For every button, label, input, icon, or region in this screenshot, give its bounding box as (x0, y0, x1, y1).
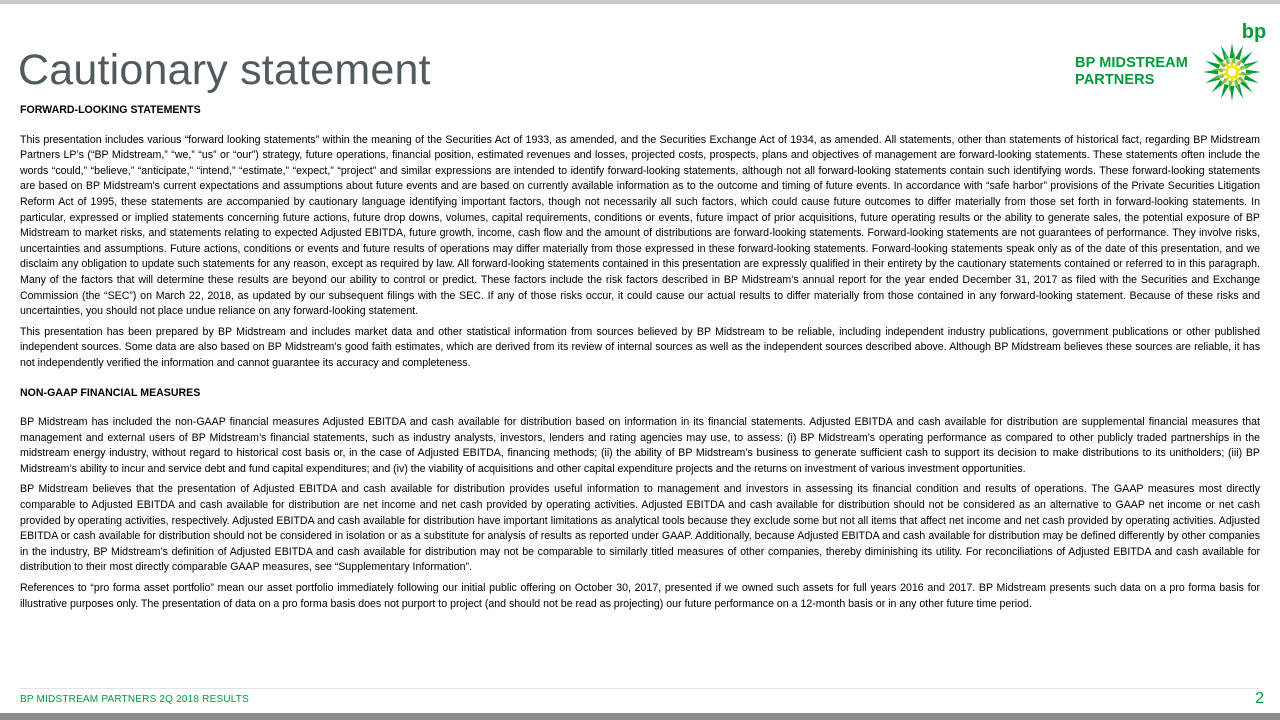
paragraph-non-gaap-2: BP Midstream believes that the presentation of Adjusted EBITDA and cash available for distribution provides useful information to management and investors in assessing its financial condition and results of operations. The GAAP measures most directly comparable to Adjusted EBITDA and cash available for distribution are net income and net cash provided by operating activities. Adjusted EBITDA and cash available for distribution should not be considered as an alternative to GAAP net income or net cash provided by operating activities, respectively. Adjusted EBITDA and cash available for distribution have important limitations as analytical tools because they exclude some but not all items that affect net income and net cash provided by operating activities. Adjusted EBITDA or cash available for distribution should not be considered in isolation or as a substitute for analysis of results as reported under GAAP. Additionally, because Adjusted EBITDA and cash available for distribution may be defined differently by other companies in the industry, BP Midstream’s definition of Adjusted EBITDA and cash available for distribution may not be comparable to similarly titled measures of other companies, thereby diminishing its utility. For reconciliations of Adjusted EBITDA and cash available for distribution to their most directly comparable GAAP measures, see “Supplementary Information”. (20, 483, 1260, 574)
helios-petal (1221, 84, 1229, 99)
brand-name (1075, 55, 1188, 89)
helios-petal (1235, 84, 1243, 99)
helios-petal (1211, 80, 1223, 92)
brand-name-line1: BP MIDSTREAM (1075, 55, 1188, 71)
paragraph-non-gaap-1: BP Midstream has included the non-GAAP financial measures Adjusted EBITDA and cash available for distribution based on information in its financial statements. Adjusted EBITDA and cash available for distribution are supplemental financial measures that management and external users of BP Midstream’s financial statements, such as industry analysts, investors, lenders and rating agencies may use, to assess: (i) BP Midstream’s operating performance as compared to other publicly traded partnerships in the midstream energy industry, without regard to historical cost basis or, in the case of Adjusted EBITDA, financing methods; (ii) the ability of BP Midstream’s business to generate sufficient cash to support its decision to make distributions to its unitholders; (iii) BP Midstream’s ability to incur and service debt and fund capital expenditures; and (iv) the viability of acquisitions and other capital expenditure projects and the returns on investment of various investment opportunities. (20, 416, 1260, 475)
paragraph-non-gaap-3: References to “pro forma asset portfolio” mean our asset portfolio immediately following our initial public offering on October 30, 2017, presented if we owned such assets for full years 2016 and 2017. BP Midstream presents such data on a pro forma basis for illustrative purposes only. The presentation of data on a pro forma basis does not purport to project (and should not be read as projecting) our future performance on a 12-month basis or in any other future time period. (20, 582, 1260, 610)
helios-petal (1244, 61, 1259, 69)
helios-petal (1244, 75, 1259, 83)
bp-helios-logo-icon (1198, 20, 1266, 102)
footer-rule (20, 688, 1260, 689)
top-rule (0, 0, 1280, 4)
helios-petal (1240, 80, 1252, 92)
helios-core (1228, 68, 1236, 76)
page-number: 2 (1255, 690, 1264, 707)
footer-text: BP MIDSTREAM PARTNERS 2Q 2018 RESULTS (20, 694, 249, 705)
bottom-bar (0, 713, 1280, 720)
helios-petal (1240, 51, 1252, 63)
section-heading-forward-looking: FORWARD-LOOKING STATEMENTS (20, 104, 201, 116)
helios-petal (1205, 61, 1220, 69)
helios-petal (1205, 75, 1220, 83)
paragraph-forward-looking-2: This presentation has been prepared by BP Midstream and includes market data and other statistical information from sources believed by BP Midstream to be reliable, including independent industry publications, government publications or other published independent sources. Some data are also based on BP Midstream’s good faith estimates, which are derived from its review of internal sources as well as the independent sources described above. Although BP Midstream believes these sources are reliable, it has not independently verified the information and cannot guarantee its accuracy and completeness. (20, 325, 1260, 369)
bp-logo-text: bp (1241, 21, 1266, 43)
statement-body (20, 103, 1260, 612)
page-title: Cautionary statement (18, 46, 431, 94)
helios-petal (1211, 51, 1223, 63)
paragraph-forward-looking-1: This presentation includes various “forward looking statements” within the meaning of the Securities Act of 1933, as amended, and the Securities Exchange Act of 1934, as amended. All statements, other than statements of historical fact, regarding BP Midstream Partners LP’s (“BP Midstream,” “we,” “us” or “our”) strategy, future operations, financial position, estimated revenues and losses, projected costs, prospects, plans and objectives of management are forward-looking statements. These statements often include the words “could,” “believe,” “anticipate,” “intend,” “estimate,” “expect,” “project” and similar expressions are intended to identify forward-looking statements, although not all forward-looking statements contain such identifying words. These forward-looking statements are based on BP Midstream's current expectations and assumptions about future events and are based on currently available information as to the outcome and timing of future events. In accordance with “safe harbor” provisions of the Private Securities Litigation Reform Act of 1995, these statements are accompanied by cautionary language identifying important factors, though not necessarily all such factors, which could cause future outcomes to differ materially from those set forth in forward-looking statements. In particular, expressed or implied statements concerning future actions, future drop downs, volumes, capital requirements, conditions or events, future impact of prior acquisitions, future operating results or the ability to generate sales, the potential exposure of BP Midstream to market risks, and statements relating to expected Adjusted EBITDA, future growth, income, cash flow and the amount of distributions are forward-looking statements. Forward-looking statements are not guarantees of performance. They involve risks, uncertainties and assumptions. Future actions, conditions or events and future results of operations may differ materially from those expressed in these forward-looking statements. Forward-looking statements speak only as of the date of this presentation, and we disclaim any obligation to update such statements for any reason, except as required by law. All forward-looking statements contained in this presentation are expressly qualified in their entirety by the cautionary statements contained or referred to in this paragraph. Many of the factors that will determine these results are beyond our ability to control or predict. These factors include the risk factors described in BP Midstream’s annual report for the year ended December 31, 2017 as filed with the Securities and Exchange Commission (the “SEC”) on March 22, 2018, as updated by our subsequent filings with the SEC. If any of those risks occur, it could cause our actual results to differ materially from those contained in any forward-looking statement. Because of these risks and uncertainties, you should not place undue reliance on any forward-looking statement. (20, 133, 1260, 318)
brand-name-line2: PARTNERS (1075, 72, 1155, 88)
helios-petal (1221, 45, 1229, 60)
helios-petal (1235, 45, 1243, 60)
section-heading-non-gaap: NON-GAAP FINANCIAL MEASURES (20, 386, 201, 399)
